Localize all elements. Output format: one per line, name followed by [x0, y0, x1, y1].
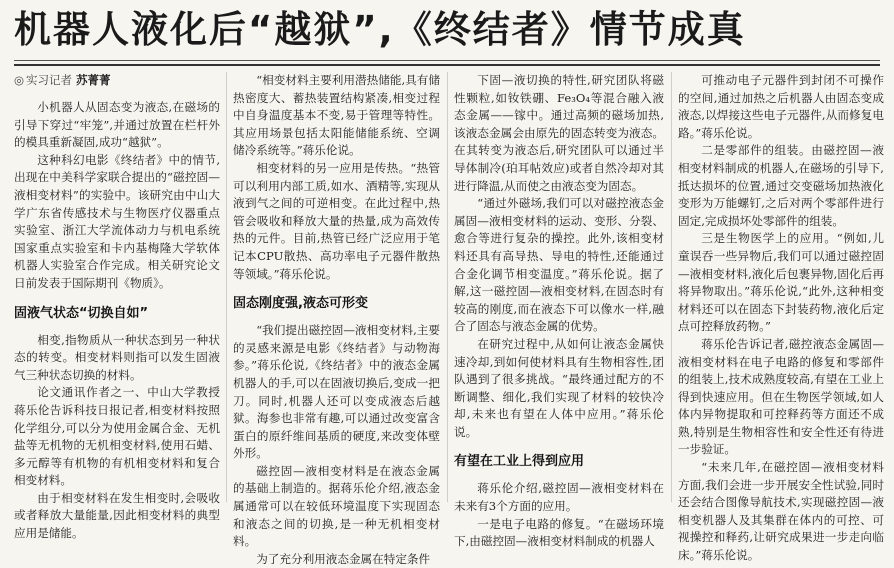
paragraph: 相变,指物质从一种状态到另一种状态的转变。相变材料则指可以发生固液气三种状态切换的材料。 [14, 332, 220, 382]
paragraph: “我们提出磁控固—液相变材料,主要的灵感来源是电影《终结者》与动物海参。”蒋乐伦说,《终结者》中的液态金属机器人的手,可以在固液切换后,变成一把刀。同时,机器人还可以变成液态后越狱。海参也非常有趣,可以通过改变富含蛋白的原纤维间基质的硬度,来改变体壁外形。 [233, 323, 440, 461]
article-column-3 [454, 72, 664, 549]
byline-name: 苏菁菁 [76, 73, 111, 87]
paragraph: 蒋乐伦介绍,磁控固—液相变材料在未来有3个方面的应用。 [454, 481, 664, 514]
headline-rule-thin [14, 60, 880, 61]
column-divider [226, 72, 227, 502]
article-column-1 [14, 72, 220, 541]
paragraph: “通过外磁场,我们可以对磁控液态金属固—液相变材料的运动、变形、分裂、愈合等进行复杂的操控。此外,该相变材料还具有高导热、导电的特性,还能通过合金化调节相变温度。”蒋乐伦说。据了解,这一磁控固—液相变材料,在固态时有较高的刚度,而在液态下可以像水一样,融合了固态与液态金属的优势。 [454, 196, 664, 334]
paragraph: 小机器人从固态变为液态,在磁场的引导下穿过“牢笼”,并通过放置在栏杆外的模具重新凝固,成功“越狱”。 [14, 100, 220, 150]
paragraph: “相变材料主要利用潜热储能,具有储热密度大、蓄热装置结构紧凑,相变过程中自身温度基本不变,易于管理等特性。其应用场景包括太阳能储能系统、空调储冷系统等。”蒋乐伦说。 [233, 73, 440, 158]
paragraph: 二是零部件的组装。由磁控固—液相变材料制成的机器人,在磁场的引导下,抵达损坏的位置,通过交变磁场加热液化变形为万能螺钉,之后对两个零部件进行固定,完成损坏处零部件的组装。 [678, 143, 884, 228]
subheading: 固液气状态“切换自如” [14, 305, 149, 321]
paragraph: 三是生物医学上的应用。“例如,儿童误吞一些异物后,我们可以通过磁控固—液相变材料,液化后包裹异物,固化后再将异物取出。”蒋乐伦说,“此外,这种相变材料还可以在固态下封装药物,液化后定点可控释放药物。” [678, 231, 884, 334]
column-divider [671, 72, 672, 502]
column-divider [447, 72, 448, 502]
article-column-2 [233, 72, 440, 566]
paragraph: 为了充分利用液态金属在特定条件 [256, 551, 431, 566]
paragraph: 这种科幻电影《终结者》中的情节,出现在中美科学家联合提出的“磁控固—液相变材料”的实验中。该研究由中山大学广东省传感技术与生物医疗仪器重点实验室、浙江大学流体动力与机电系统国家重点实验室和卡内基梅隆大学软体机器人实验室合作完成。相关研究论文日前发表于国际期刊《物质》。 [14, 152, 220, 290]
article-headline: 机器人液化后“越狱”,《终结者》情节成真 [14, 8, 746, 51]
paragraph: “未来几年,在磁控固—液相变材料方面,我们会进一步开展安全性试验,同时还会结合图像导航技术,实现磁控固—液相变机器人及其集群在体内的可控、可视操控和释药,让研究成果进一步走向临床。”蒋乐伦说。 [678, 460, 884, 563]
byline-mark: ◎ [14, 73, 25, 87]
subheading: 固态刚度强,液态可形变 [233, 296, 368, 312]
article-column-4 [678, 72, 884, 563]
paragraph: 可推动电子元器件到封闭不可操作的空间,通过加热之后机器人由固态变成液态,以焊接这些电子元器件,从而修复电路。”蒋乐伦说。 [678, 73, 884, 140]
headline-rule-thick [14, 64, 880, 66]
byline-role: 实习记者 [26, 73, 73, 87]
subheading: 有望在工业上得到应用 [454, 454, 585, 470]
byline [14, 72, 220, 89]
paragraph: 下固—液切换的特性,研究团队将磁性颗粒,如钕铁硼、Fe₃O₄等混合融入液态金属——镓中。通过高频的磁场加热,该液态金属会由原先的固态转变为液态。在其转变为液态后,研究团队可以通过半导体制冷(珀耳帖效应)或者自然冷却对其进行降温,从而使之由液态变为固态。 [454, 73, 664, 193]
paragraph: 由于相变材料在发生相变时,会吸收或者释放大量能量,因此相变材料的典型应用是储能。 [14, 490, 220, 541]
paragraph: 蒋乐伦告诉记者,磁控液态金属固—液相变材料在电子电路的修复和零部件的组装上,技术成熟度较高,有望在工业上得到快速应用。但在生物医学领域,如人体内异物提取和可控释药等方面还不成熟,特别是生物相容性和安全性还有待进一步验证。 [678, 336, 884, 457]
paragraph: 论文通讯作者之一、中山大学教授蒋乐伦告诉科技日报记者,相变材料按照化学组分,可以分为使用金属合金、无机盐等无机物的无机相变材料,使用石蜡、多元醇等有机物的有机相变材料和复合相变材料。 [14, 385, 220, 488]
paragraph: 在研究过程中,从如何让液态金属快速冷却,到如何使材料具有生物相容性,团队遇到了很多挑战。“最终通过配方的不断调整、细化,我们实现了材料的较快冷却,未来也有望在人体中应用。”蒋乐伦说。 [454, 336, 664, 439]
paragraph: 磁控固—液相变材料是在液态金属的基础上制造的。据蒋乐伦介绍,液态金属通常可以在较低环境温度下实现固态和液态之间的切换,是一种无机相变材料。 [233, 463, 440, 549]
paragraph: 相变材料的另一应用是传热。“热管可以利用内部工质,如水、酒精等,实现从液到气之间的可逆相变。在此过程中,热管会吸收和释放大量的热量,成为高效传热的元件。目前,热管已经广泛应用于笔记本CPU散热、高功率电子元器件散热等领域。”蒋乐伦说。 [233, 160, 440, 281]
paragraph: 一是电子电路的修复。“在磁场环境下,由磁控固—液相变材料制成的机器人 [454, 516, 664, 549]
